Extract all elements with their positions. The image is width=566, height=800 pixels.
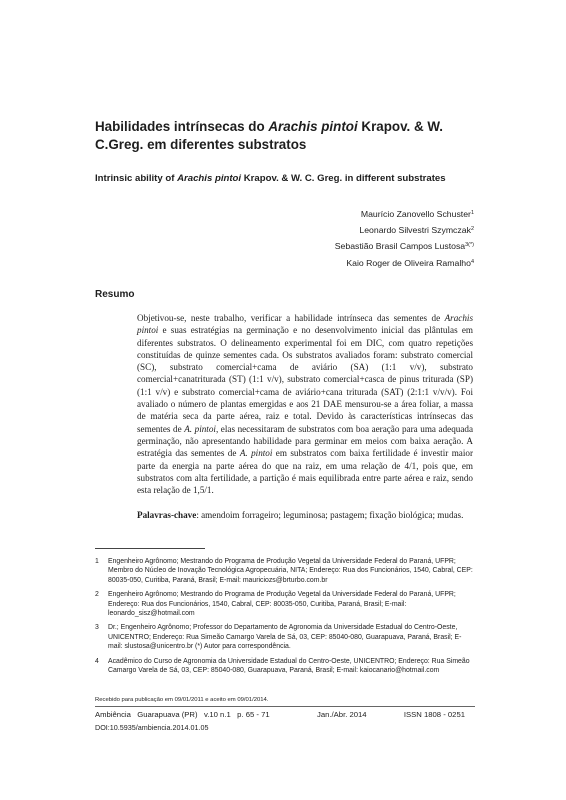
keywords-label: Palavras-chave: [137, 510, 197, 520]
journal-date: Jan./Abr. 2014: [317, 710, 367, 719]
article-title-english: Intrinsic ability of Arachis pintoi Krapov. & W. C. Greg. in different substrates: [95, 173, 446, 184]
article-title: Habilidades intrínsecas do Arachis pintoi Krapov. & W. C.Greg. em diferentes substratos: [95, 119, 443, 152]
author-1: Maurício Zanovello Schuster$^1$: [360, 209, 474, 219]
resumo-heading: Resumo: [95, 289, 135, 300]
author-4: Kaio Roger de Oliveira Ramalho$^4$: [346, 257, 474, 268]
footnote-divider: [95, 548, 205, 549]
footnote-2: 2 Engenheiro Agrônomo; Mestrando do Programa de Produção Vegetal da Universidade Federal do Paraná, UFPR; Endereço: Rua dos Funcionários, 1540, Cabral, CEP: 80035-050, Curitiba, Paraná, Brasil; E-mail: leonardo_sisz@hotmail.com: [95, 591, 456, 618]
keywords: Palavras-chave: amendoim forrageiro; leguminosa; pastagem; fixação biológica; mudas.: [137, 510, 464, 520]
author-2: Leonardo Silvestri Szymczak$^2$: [359, 225, 474, 236]
author-3: Sebastião Brasil Campos Lustosa$^{3(*)}$: [334, 241, 474, 252]
journal-citation: Ambiência Guarapuava (PR) v.10 n.1 p. 65 - 71: [95, 710, 270, 719]
journal-divider: [95, 706, 475, 707]
abstract-text: Objetivou-se, neste trabalho, verificar a habilidade intrínseca das sementes de Arachis pintoi e suas estratégias na germinação e no desenvolvimento inicial das plântulas em diferentes substratos. O delineamento experimental foi em DIC, com quatro repetições constituídas de quinze sementes cada. Os substratos avaliados foram: substrato comercial (SC), substrato comercial+cama de aviário (SA) (1:1 v/v), substrato comercial+canatriturada (ST) (1:1 v/v), substrato comercial+casca de pinus triturada (SP) (1:1 v/v) e substrato comercial+cama de aviário+cana triturada (SAT) (2:1:1 v/v/v). Foi avaliado o número de plantas emergidas e aos 21 DAE mensurou-se a área foliar, a massa de matéria seca da parte aérea, raiz e total. Devido às características intrínsecas das sementes de A. pintoi, elas necessitaram de substratos com boa aeração para uma adequada germinação, não apresentando habilidade para germinar em meios com baixa aeração. A estratégia das sementes de A. pintoi em substratos com baixa fertilidade é investir maior parte da energia na parte aérea do que na raiz, em uma relação de 4/1, pois que, em substratos com alta fertilidade, a partição é mais equilibrada entre parte aérea e raiz, sendo esta relação de 1,5/1.: [137, 313, 474, 496]
footnote-4: 4 Acadêmico do Curso de Agronomia da Universidade Estadual do Centro-Oeste, UNICENTRO; Endereço: Rua Simeão Camargo Varela de Sá, 03, CEP: 85040-080, Guarapuava, Paraná, Brasil; E-mail: kaiocanario@hotmail.com: [95, 657, 470, 675]
footnotes: [95, 557, 475, 680]
received-date: Recebido para publicação em 09/01/2011 e aceito em 09/01/2014.: [95, 697, 269, 703]
footnote-1: 1 Engenheiro Agrônomo; Mestrando do Programa de Produção Vegetal da Universidade Federal do Paraná, UFPR; Membro do Núcleo de Inovação Tecnológica Agropecuária, NITA; Endereço: Rua dos Funcionários, 1540, Cabral, CEP: 80035-050, Curitiba, Paraná, Brasil; E-mail: mauriciozs@brturbo.com.br: [95, 558, 473, 584]
doi: DOI:10.5935/ambiencia.2014.01.05: [95, 723, 209, 732]
footnote-3: 3 Dr.; Engenheiro Agrônomo; Professor do Departamento de Agronomia da Universidade Estadual do Centro-Oeste, UNICENTRO; Endereço: Rua Simeão Camargo Varela de Sá, 03, CEP: 85040-080, Guarapuava, Paraná, Brasil; E-mail: slustosa@unicentro.br (*) Autor para correspondência.: [95, 624, 462, 651]
journal-issn: ISSN 1808 - 0251: [403, 710, 465, 719]
author-list: [250, 206, 474, 271]
